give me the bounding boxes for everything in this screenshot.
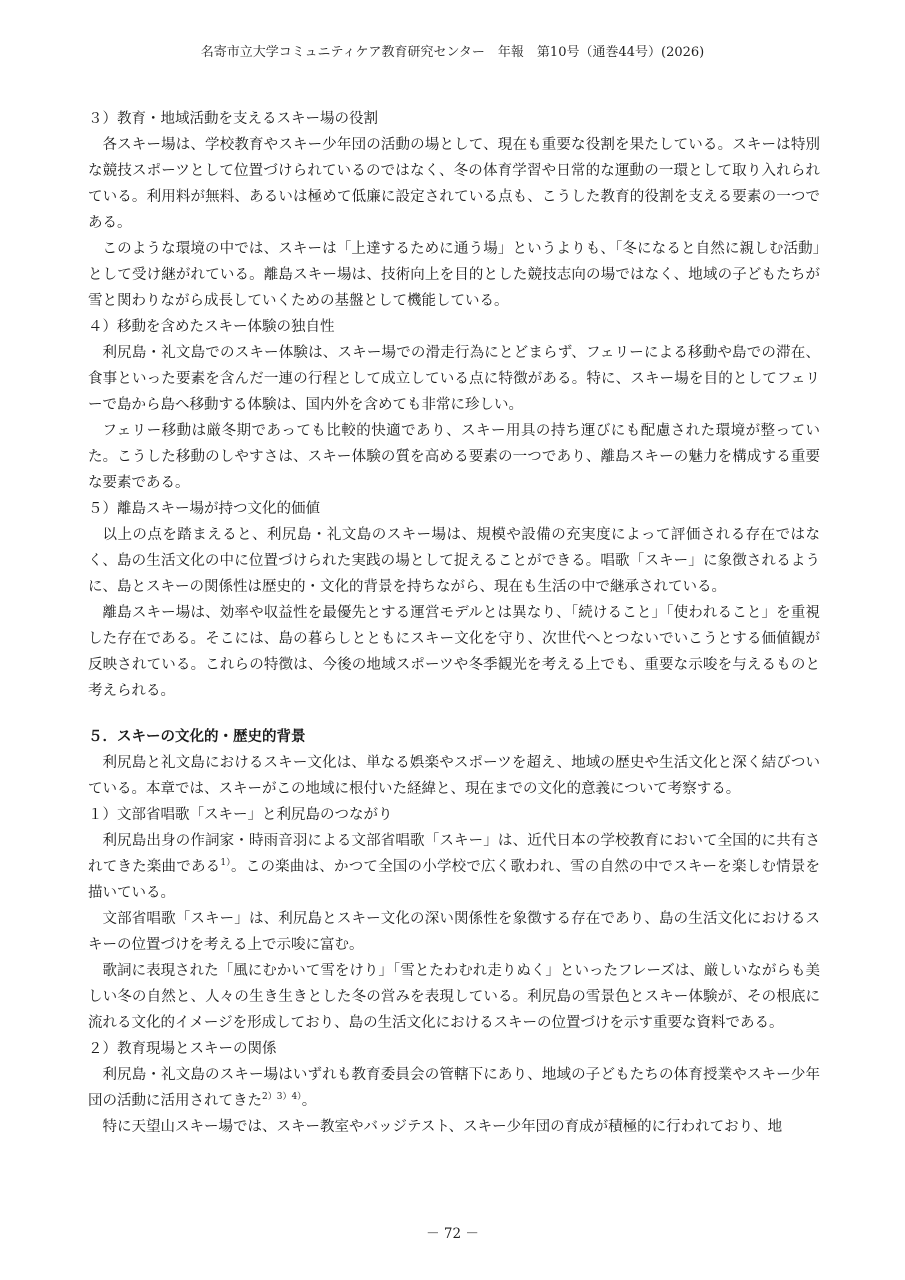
subsection-heading-c2: ２）教育現場とスキーの関係 xyxy=(88,1041,277,1057)
paragraph: 利尻島・礼文島でのスキー体験は、スキー場での滑走行為にとどまらず、フェリーによる移動や島での滞在、食事といった要素を含んだ一連の行程として成立している点に特徴がある。特に、スキー場を目的としてフェリーで島から島へ移動する体験は、国内外を含めても非常に珍しい。 xyxy=(88,345,820,413)
running-header: 名寄市立大学コミュニティケア教育研究センター 年報 第10号（通巻44号）(2026) xyxy=(200,45,705,60)
section-spacer xyxy=(88,704,820,724)
paragraph: 離島スキー場は、効率や収益性を最優先とする運営モデルとは異なり、「続けること」「使われること」を重視した存在である。そこには、島の暮らしとともにスキー文化を守り、次世代へとつないでいこうとする価値観が反映されている。これらの特徴は、今後の地域スポーツや冬季観光を考える上でも、重要な示唆を与えるものと考えられる。 xyxy=(88,605,820,699)
subsection-heading-4: ４）移動を含めたスキー体験の独自性 xyxy=(88,319,335,335)
paragraph: 利尻島と礼文島におけるスキー文化は、単なる娯楽やスポーツを超え、地域の歴史や生活文化と深く結びついている。本章では、スキーがこの地域に根付いた経緯と、現在までの文化的意義について考察する。 xyxy=(88,755,820,797)
main-text xyxy=(88,106,820,1140)
text-run: 。 xyxy=(301,1093,317,1109)
subsection-heading-3: ３）教育・地域活動を支えるスキー場の役割 xyxy=(88,111,378,127)
subsection-heading-c1: １）文部省唱歌「スキー」と利尻島のつながり xyxy=(88,807,393,823)
chapter-heading: ５．スキーの文化的・歴史的背景 xyxy=(88,729,306,745)
paragraph: 以上の点を踏まえると、利尻島・礼文島のスキー場は、規模や設備の充実度によって評価される存在ではなく、島の生活文化の中に位置づけられた実践の場として捉えることができる。唱歌「スキー」に象徴されるように、島とスキーの関係性は歴史的・文化的背景を持ちながら、現在も生活の中で継承されている。 xyxy=(88,527,820,595)
subsection-heading-5: ５）離島スキー場が持つ文化的価値 xyxy=(88,501,320,517)
paragraph: フェリー移動は厳冬期であっても比較的快適であり、スキー用具の持ち運びにも配慮された環境が整っていた。こうした移動のしやすさは、スキー体験の質を高める要素の一つであり、離島スキーの魅力を構成する重要な要素である。 xyxy=(88,423,820,491)
paragraph: 文部省唱歌「スキー」は、利尻島とスキー文化の深い関係性を象徴する存在であり、島の生活文化におけるスキーの位置づけを考える上で示唆に富む。 xyxy=(88,911,820,953)
page-number: － 72 － xyxy=(426,1226,479,1242)
paragraph: 歌詞に表現された「風にむかいて雪をけり」「雪とたわむれ走りぬく」といったフレーズは、厳しいながらも美しい冬の自然と、人々の生き生きとした冬の営みを表現している。利尻島の雪景色とスキー体験が、その根底に流れる文化的イメージを形成しており、島の生活文化におけるスキーの位置づけを示す重要な資料である。 xyxy=(88,963,820,1031)
paragraph xyxy=(88,1062,820,1114)
paragraph: 特に天望山スキー場では、スキー教室やバッジテスト、スキー少年団の育成が積極的に行われており、地 xyxy=(102,1119,783,1135)
citation-ref: 1） xyxy=(220,858,232,868)
text-run: 利尻島出身の作詞家・時雨音羽による文部省唱歌「スキー」は、近代日本の学校教育において全国的に共有されてきた楽曲である xyxy=(88,833,820,875)
paragraph: このような環境の中では、スキーは「上達するために通う場」というよりも、「冬になると自然に親しむ活動」として受け継がれている。離島スキー場は、技術向上を目的とした競技志向の場ではなく、地域の子どもたちが雪と関わりながら成長していくための基盤として機能している。 xyxy=(88,241,820,309)
paragraph xyxy=(88,828,820,906)
text-run: 。この楽曲は、かつて全国の小学校で広く歌われ、雪の自然の中でスキーを楽しむ情景を描いている。 xyxy=(88,859,821,901)
citation-ref: 2）3）4） xyxy=(262,1092,302,1102)
text-run: 利尻島・礼文島のスキー場はいずれも教育委員会の管轄下にあり、地域の子どもたちの体育授業やスキー少年団の活動に活用されてきた xyxy=(88,1067,820,1109)
paragraph: 各スキー場は、学校教育やスキー少年団の活動の場として、現在も重要な役割を果たしている。スキーは特別な競技スポーツとして位置づけられているのではなく、冬の体育学習や日常的な運動の一環として取り入れられている。利用料が無料、あるいは極めて低廉に設定されている点も、こうした教育的役割を支える要素の一つである。 xyxy=(88,137,820,231)
